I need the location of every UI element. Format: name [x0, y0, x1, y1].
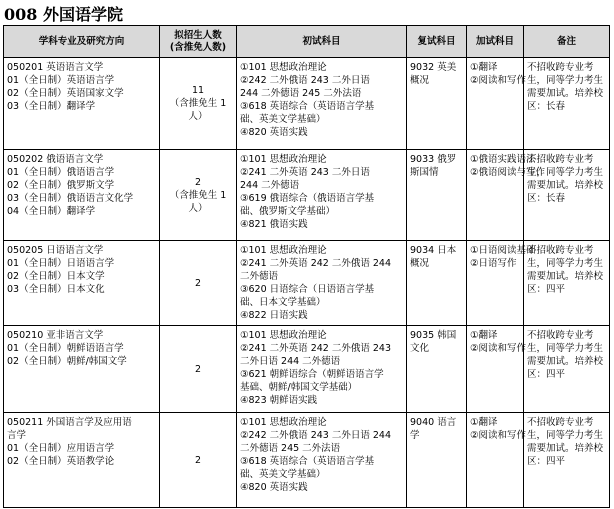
extra-cell-line: ①日语阅读基础 [470, 245, 536, 256]
prelim-cell-line: 244 二外德语 [240, 180, 300, 191]
prelim-cell-line: ④820 英语实践 [240, 127, 308, 138]
major-cell [4, 58, 160, 150]
major-cell-line: 050201 英语语言文学 [7, 62, 104, 73]
major-cell-line: 02（全日制）日本文学 [7, 271, 105, 282]
prelim-cell-line: ①101 思想政治理论 [240, 330, 327, 341]
prelim-cell-line: ③619 俄语综合（俄语语言学基 [240, 193, 375, 204]
remark-cell-text: 不招收跨专业考生，同等学力考生需要加试。培养校区：长春 [527, 154, 604, 204]
extra-cell-line: ②阅读和写作 [470, 75, 527, 86]
retest-cell [407, 326, 467, 413]
plan-cell-line: 2 [194, 454, 202, 466]
retest-cell [407, 241, 467, 326]
plan-cell-line: 2 [194, 277, 202, 289]
extra-cell-line: ②俄语阅读与写作 [470, 167, 546, 178]
prelim-cell-line: 础、英美文学基础） [240, 469, 326, 480]
prelim-cell-line: ②242 二外俄语 243 二外日语 244 [240, 430, 391, 441]
prelim-cell-line: ③618 英语综合（英语语言学基 [240, 456, 375, 467]
extra-cell-line: ①翻译 [470, 62, 498, 73]
major-cell-line: 02（全日制）英语国家文学 [7, 88, 124, 99]
retest-cell-text: 9033 俄罗斯国情 [410, 154, 457, 178]
retest-cell [407, 58, 467, 150]
remark-cell-text: 不招收跨专业考生，同等学力考生需要加试。培养校区：四平 [527, 330, 604, 380]
prelim-cell-line: ③621 朝鲜语综合（朝鲜语语言学 [240, 369, 384, 380]
extra-cell-line: ①翻译 [470, 330, 498, 341]
major-cell-line: 02（全日制）英语教学论 [7, 456, 115, 467]
major-cell [4, 413, 160, 508]
header-plan: 拟招生人数 (含推免人数) [160, 26, 237, 58]
retest-cell-text: 9032 英美概况 [410, 62, 457, 86]
prelim-cell-line: 二外德语 [240, 271, 279, 282]
major-cell-line: 01（全日制）英语语言学 [7, 75, 115, 86]
prelim-cell [237, 150, 407, 241]
extra-cell [467, 241, 536, 326]
prelim-cell-line: ②242 二外俄语 243 二外日语 [240, 75, 370, 86]
major-cell-line: 050211 外国语言学及应用语 [7, 417, 132, 428]
header-row [4, 26, 610, 58]
admissions-table [3, 25, 610, 508]
prelim-cell-line: ④823 朝鲜语实践 [240, 395, 318, 406]
plan-cell [160, 241, 237, 326]
major-cell-line: 02（全日制）俄罗斯文学 [7, 180, 115, 191]
plan-cell-line: 11 [191, 85, 205, 96]
prelim-cell-line: 础、日本文学基础） [240, 297, 326, 308]
major-cell-line: 050205 日语语言文学 [7, 245, 104, 256]
major-cell-line: 01（全日制）日语语言学 [7, 258, 115, 269]
plan-cell-line: 人） [188, 202, 208, 214]
major-cell-line: 01（全日制）应用语言学 [7, 443, 115, 454]
prelim-cell-line: ④820 英语实践 [240, 482, 308, 493]
extra-cell-line: ②阅读和写作 [470, 430, 527, 441]
prelim-cell-line: 础、英美文学基础） [240, 114, 326, 125]
prelim-cell-line: ④822 日语实践 [240, 310, 308, 321]
prelim-cell-line: 基础、朝鲜/韩国文学基础） [240, 382, 358, 393]
major-cell-line: 03（全日制）日本文化 [7, 284, 105, 295]
plan-cell [160, 413, 237, 508]
table-row [4, 326, 610, 413]
major-cell-line: 01（全日制）朝鲜语语言学 [7, 343, 124, 354]
retest-cell-text: 9035 韩国文化 [410, 330, 457, 354]
prelim-cell-line: ③620 日语综合（日语语言学基 [240, 284, 375, 295]
major-cell-line: 03（全日制）俄语语言文化学 [7, 193, 134, 204]
extra-cell [467, 413, 527, 508]
retest-cell-text: 9040 语言学 [410, 417, 457, 441]
plan-cell-line: 2 [194, 176, 202, 188]
major-cell [4, 326, 160, 413]
prelim-cell-line: 础、俄罗斯文学基础） [240, 206, 336, 217]
prelim-cell-line: ④821 俄语实践 [240, 219, 308, 230]
remark-cell [524, 413, 610, 508]
prelim-cell [237, 326, 407, 413]
plan-cell [160, 58, 237, 150]
plan-cell-line: 人） [188, 111, 208, 122]
retest-cell [407, 150, 467, 241]
major-cell-line: 04（全日制）翻译学 [7, 206, 96, 217]
prelim-cell-line: 二外德语 245 二外法语 [240, 443, 341, 454]
major-cell-line: 050210 亚非语言文学 [7, 330, 104, 341]
major-cell-line: 050202 俄语语言文学 [7, 154, 104, 165]
extra-cell [467, 58, 527, 150]
extra-cell-line: ②日语写作 [470, 258, 517, 269]
prelim-cell [237, 413, 407, 508]
prelim-cell-line: ③618 英语综合（英语语言学基 [240, 101, 375, 112]
prelim-cell [237, 241, 407, 326]
plan-cell-line: （含推免生 1 [169, 189, 227, 201]
extra-cell-line: ①翻译 [470, 417, 498, 428]
prelim-cell-line: ①101 思想政治理论 [240, 245, 327, 256]
major-cell-line: 03（全日制）翻译学 [7, 101, 96, 112]
prelim-cell [237, 58, 407, 150]
prelim-cell-line: ②241 二外英语 242 二外俄语 244 [240, 258, 391, 269]
major-cell-line: 言学 [7, 430, 27, 441]
prelim-cell-line: ①101 思想政治理论 [240, 62, 327, 73]
prelim-cell-line: ①101 思想政治理论 [240, 417, 327, 428]
header-prelim: 初试科目 [237, 26, 407, 58]
remark-cell [524, 150, 610, 241]
header-remark: 备注 [524, 26, 610, 58]
plan-cell [160, 326, 237, 413]
table-row [4, 241, 610, 326]
table-row [4, 413, 610, 508]
retest-cell [407, 413, 467, 508]
header-retest: 复试科目 [407, 26, 467, 58]
remark-cell [524, 241, 610, 326]
page-title: 008 外国语学院 [4, 5, 123, 24]
prelim-cell-line: 244 二外德语 245 二外法语 [240, 88, 362, 99]
major-cell-line: 01（全日制）俄语语言学 [7, 167, 115, 178]
table-row [4, 150, 610, 241]
major-cell-line: 02（全日制）朝鲜/韩国文学 [7, 356, 127, 367]
extra-cell-line: ②阅读和写作 [470, 343, 527, 354]
prelim-cell-line: ②241 二外英语 242 二外俄语 243 [240, 343, 391, 354]
plan-cell-line: （含推免生 1 [169, 98, 227, 109]
remark-cell-text: 不招收跨专业考生，同等学力考生需要加试。培养校区：四平 [527, 245, 604, 295]
plan-cell-line: 2 [194, 363, 202, 375]
retest-cell-text: 9034 日本概况 [410, 245, 457, 269]
extra-cell [467, 326, 527, 413]
extra-cell-line: ①俄语实践语法 [470, 154, 536, 165]
remark-cell-text: 不招收跨专业考生，同等学力考生需要加试。培养校区：长春 [527, 62, 604, 112]
prelim-cell-line: 二外日语 244 二外德语 [240, 356, 341, 367]
header-major: 学科专业及研究方向 [4, 26, 160, 58]
table-row [4, 58, 610, 150]
major-cell [4, 150, 160, 241]
remark-cell [524, 58, 610, 150]
extra-cell [467, 150, 546, 241]
header-extra: 加试科目 [467, 26, 524, 58]
major-cell [4, 241, 160, 326]
remark-cell [524, 326, 610, 413]
remark-cell-text: 不招收跨专业考生，同等学力考生需要加试。培养校区：四平 [527, 417, 604, 467]
plan-cell [160, 150, 237, 241]
prelim-cell-line: ②241 二外英语 243 二外日语 [240, 167, 370, 178]
prelim-cell-line: ①101 思想政治理论 [240, 154, 327, 165]
